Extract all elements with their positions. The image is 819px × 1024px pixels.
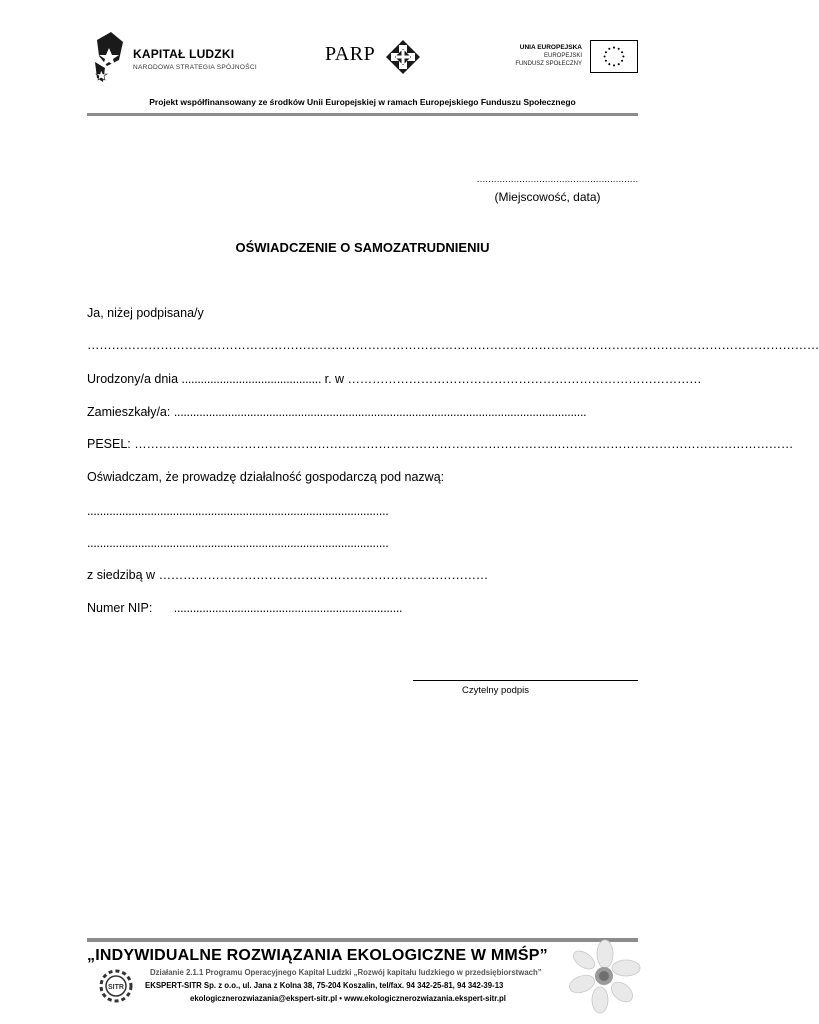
cofinancing-note: Projekt współfinansowany ze środków Unii Europejskiej w ramach Europejskiego Funduszu Społecznego: [149, 97, 576, 107]
company-name-field-1[interactable]: ...............................................................................................: [87, 504, 389, 518]
address-field[interactable]: ..................................................................................................................................: [173, 405, 587, 419]
kapital-ludzki-logo: [93, 30, 257, 84]
eu-logo: [490, 40, 638, 76]
company-name: EKSPERT-SITR Sp. z o.o.: [145, 981, 239, 990]
birth-row: [87, 372, 702, 386]
address-row: [87, 405, 638, 419]
flower-image: [570, 940, 640, 1012]
document-title: OŚWIADCZENIE O SAMOZATRUDNIENIU: [235, 240, 490, 255]
seat-label: z siedzibą w: [87, 568, 156, 582]
seat-row: [87, 568, 488, 582]
project-title: „INDYWIDUALNE ROZWIĄZANIA EKOLOGICZNE W MMŚP”: [87, 947, 548, 964]
address-label: Zamieszkały/a:: [87, 405, 171, 419]
pesel-label: PESEL:: [87, 437, 131, 451]
eu-flag-icon: [590, 40, 638, 73]
ekspert-sitr-gear-icon: [96, 966, 136, 1006]
footer-divider: [87, 938, 638, 942]
place-date-field[interactable]: …………………………………………………: [476, 174, 638, 184]
header-divider: [87, 113, 638, 116]
birth-place-field[interactable]: ……………………………………………………………………………: [347, 372, 702, 386]
signature-line[interactable]: [413, 680, 638, 681]
program-line: Działanie 2.1.1 Programu Operacyjnego Kapitał Ludzki „Rozwój kapitału ludzkiego w przedsiębiorstwach”: [150, 968, 542, 977]
nip-label: Numer NIP:: [87, 601, 153, 615]
kapital-ludzki-subtitle: NARODOWA STRATEGIA SPÓJNOŚCI: [133, 64, 257, 71]
eu-logo-text: [515, 43, 582, 68]
declaration-text: Oświadczam, że prowadzę działalność gospodarczą pod nazwą:: [87, 470, 445, 484]
svg-text:SITR: SITR: [108, 984, 124, 991]
parp-logo-text: PARP: [325, 43, 376, 65]
parp-diamond-icon: [385, 39, 421, 75]
company-address: , ul. Jana z Kolna 38, 75-204 Koszalin, tel/fax. 94 342-25-81, 94 342-39-13: [238, 981, 504, 990]
contact-line: ekologicznerozwiazania@ekspert-sitr.pl • www.ekologicznerozwiazania.ekspert-sitr.pl: [190, 994, 506, 1003]
eu-fund-line2: FUNDUSZ SPOŁECZNY: [515, 61, 582, 67]
kapital-ludzki-star-icon: [93, 30, 127, 84]
eu-fund-line1: EUROPEJSKI: [543, 53, 582, 59]
company-address-line: [145, 981, 503, 990]
birth-place-label: r. w: [324, 372, 345, 386]
signer-label: Ja, niżej podpisana/y: [87, 306, 204, 320]
birth-date-field[interactable]: ............................................: [181, 372, 322, 386]
seat-field[interactable]: ………………………………………………………………………: [158, 568, 488, 582]
birth-date-label: Urodzony/a dnia: [87, 372, 179, 386]
place-date-label: (Miejscowość, data): [494, 190, 601, 204]
pesel-field[interactable]: ………………………………………………………………………………………………………………………………………………: [134, 437, 794, 451]
signature-label: Czytelny podpis: [461, 685, 530, 696]
eu-name: UNIA EUROPEJSKA: [519, 44, 582, 51]
pesel-row: [87, 437, 794, 451]
name-field[interactable]: ………………………………………………………………………………………………………………………………………………………………: [87, 338, 819, 352]
company-name-field-2[interactable]: ...............................................................................................: [87, 536, 389, 550]
parp-logo: [325, 38, 425, 74]
nip-row: [87, 601, 442, 615]
kapital-ludzki-title: KAPITAŁ LUDZKI: [133, 47, 235, 61]
nip-field[interactable]: ........................................................................: [173, 601, 403, 615]
